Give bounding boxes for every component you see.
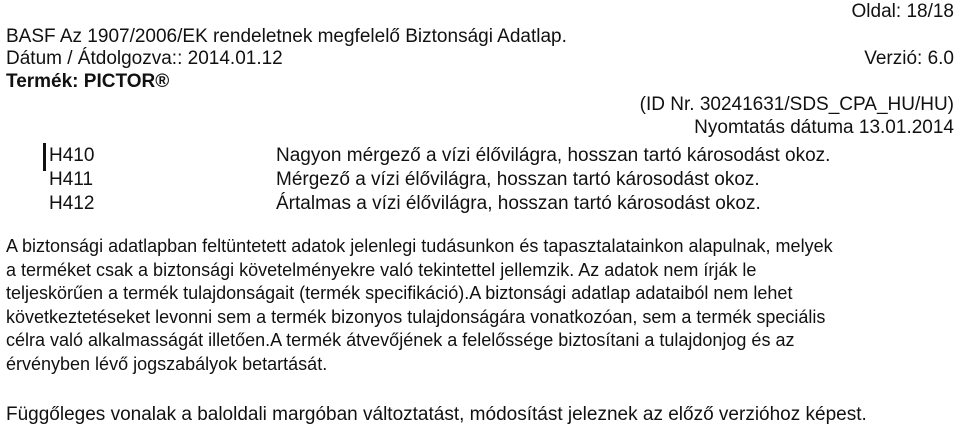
hazard-code: H411 — [49, 169, 94, 190]
document-id: (ID Nr. 30241631/SDS_CPA_HU/HU) — [639, 94, 954, 115]
product-prefix: Termék: — [6, 71, 84, 92]
hazard-text: Nagyon mérgező a vízi élővilágra, hosszan tartó károsodást okoz. — [276, 145, 831, 166]
footer-note: Függőleges vonalak a baloldali margóban változtatást, módosítást jeleznek az előző verzióhoz képest. — [6, 404, 867, 425]
product-line — [6, 71, 169, 93]
disclaimer-line: teljeskörűen a termék tulajdonságait (termék specifikáció).A biztonsági adatlap adataiból nem lehet — [6, 283, 793, 303]
disclaimer-line: következtetéseket levonni sem a termék bizonyos tulajdonságára vonatkozóan, sem a termék speciális — [6, 307, 826, 327]
hazard-text: Mérgező a vízi élővilágra, hosszan tartó károsodást okoz. — [276, 169, 760, 190]
revision-date: Dátum / Átdolgozva:: 2014.01.12 — [6, 48, 283, 69]
disclaimer-line: a terméket csak a biztonsági követelményekre való tekintettel jellemzik. Az adatok nem írják le — [6, 260, 757, 280]
disclaimer-line: A biztonsági adatlapban feltüntetett adatok jelenlegi tudásunkon és tapasztalatainkon alapulnak, melyek — [6, 236, 833, 256]
document-title: BASF Az 1907/2006/EK rendeletnek megfelelő Biztonsági Adatlap. — [6, 26, 567, 47]
product-name: PICTOR® — [83, 71, 170, 92]
version-label: Verzió: 6.0 — [864, 48, 954, 69]
disclaimer-line: érvényben lévő jogszabályok betartását. — [6, 354, 328, 374]
change-bar — [43, 143, 46, 171]
hazard-code: H410 — [49, 145, 95, 166]
disclaimer-line: célra való alkalmasságát illetően.A termék átvevőjének a felelőssége biztosítani a tulajdonjog és az — [6, 330, 795, 350]
hazard-text: Ártalmas a vízi élővilágra, hosszan tartó károsodást okoz. — [276, 193, 761, 214]
print-date: Nyomtatás dátuma 13.01.2014 — [694, 117, 954, 138]
hazard-code: H412 — [49, 193, 95, 214]
page-number: Oldal: 18/18 — [851, 1, 954, 22]
